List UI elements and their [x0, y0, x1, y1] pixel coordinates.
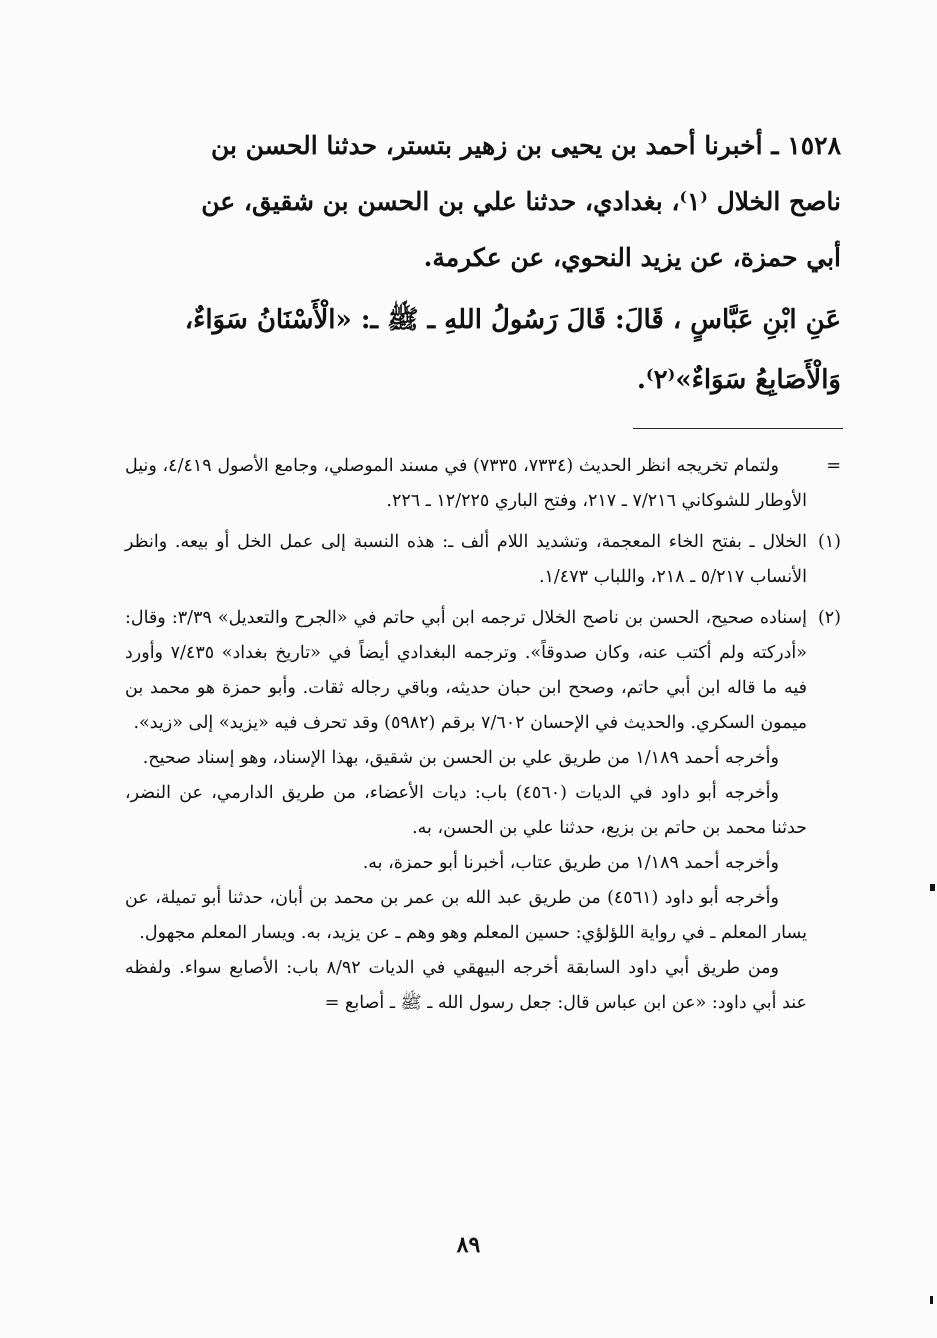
page-number: ٨٩ [456, 1232, 481, 1258]
hadith-line-1: عَنِ ابْنِ عَبَّاسٍ ، قَالَ: قَالَ رَسُولُ اللهِ ـ ﷺ ـ: «الْأَسْنَانُ سَوَاءٌ، [184, 305, 841, 335]
footnote-text: ولتمام تخريجه انظر الحديث (٧٣٣٤، ٧٣٣٥) في مسند الموصلي، وجامع الأصول ٤/٤١٩، ونيل الأوطار للشوكاني ٧/٢١٦ ـ ٢١٧، وفتح الباري ١٢/٢٢٥ ـ ٢٢٦. [125, 456, 807, 511]
footnote-marker: (٢) [817, 608, 841, 628]
footnote-marker: = [826, 456, 841, 476]
footnotes [125, 449, 841, 1021]
footnote-paragraph: وأخرجه أبو داود في الديات (٤٥٦٠) باب: ديات الأعضاء، من طريق الدارمي، عن النضر، حدثنا محمد بن حاتم بن بزيع، حدثنا علي بن الحسن، به. [125, 783, 807, 838]
isnad-line-3: أبي حمزة، عن يزيد النحوي، عن عكرمة. [423, 243, 841, 272]
footnote-2 [125, 601, 841, 1021]
footnote-1 [125, 525, 841, 595]
hadith-line-2: وَالْأَصَابِعُ سَوَاءٌ»⁽٢⁾. [636, 365, 841, 395]
scan-speck [930, 884, 935, 891]
isnad-line-2: ناصح الخلال ⁽١⁾، بغدادي، حدثنا علي بن الحسن بن شقيق، عن [201, 187, 841, 216]
isnad-line-1: ١٥٢٨ ـ أخبرنا أحمد بن يحيى بن زهير بتستر، حدثنا الحسن بن [210, 131, 841, 160]
footnote-marker: (١) [817, 532, 841, 552]
scan-speck [930, 1296, 933, 1304]
footnote-paragraph: ومن طريق أبي داود السابقة أخرجه البيهقي في الديات ٨/٩٢ باب: الأصابع سواء. ولفظه عند أبي داود: «عن ابن عباس قال: جعل رسول الله ـ ﷺ ـ أصابع = [125, 958, 807, 1013]
footnote-paragraph: وأخرجه أحمد ١/١٨٩ من طريق عتاب، أخبرنا أبو حمزة، به. [362, 853, 779, 873]
footnote-paragraph: إسناده صحيح، الحسن بن ناصح الخلال ترجمه ابن أبي حاتم في «الجرح والتعديل» ٣/٣٩: وقال: «أدركته ولم أكتب عنه، وكان صدوقاً». وترجمه البغدادي أيضاً في «تاريخ بغداد» ٧/٤٣٥ وأورد فيه ما قاله ابن أبي حاتم، وصحح ابن حبان حديثه، وباقي رجاله ثقات. وأبو حمزة هو محمد بن ميمون السكري. والحديث في الإحسان ٧/٦٠٢ برقم (٥٩٨٢) وقد تحرف فيه «يزيد» إلى «زيد». [125, 608, 807, 733]
footnote-text: الخلال ـ بفتح الخاء المعجمة، وتشديد اللام ألف ـ: هذه النسبة إلى عمل الخل أو بيعه. وانظر الأنساب ٥/٢١٧ ـ ٢١٨، واللباب ١/٤٧٣. [125, 532, 807, 587]
footnote-continued [125, 449, 841, 519]
hadith-text [125, 290, 841, 410]
isnad-paragraph [125, 118, 841, 286]
footnote-separator [633, 428, 843, 429]
footnote-paragraph: وأخرجه أبو داود (٤٥٦١) من طريق عبد الله بن عمر بن محمد بن أبان، حدثنا أبو تميلة، عن يسار المعلم ـ في رواية اللؤلؤي: حسين المعلم وهو وهم ـ عن يزيد، به. ويسار المعلم مجهول. [125, 888, 807, 943]
footnote-paragraph: وأخرجه أحمد ١/١٨٩ من طريق علي بن الحسن بن شقيق، بهذا الإسناد، وهو إسناد صحيح. [142, 748, 779, 768]
